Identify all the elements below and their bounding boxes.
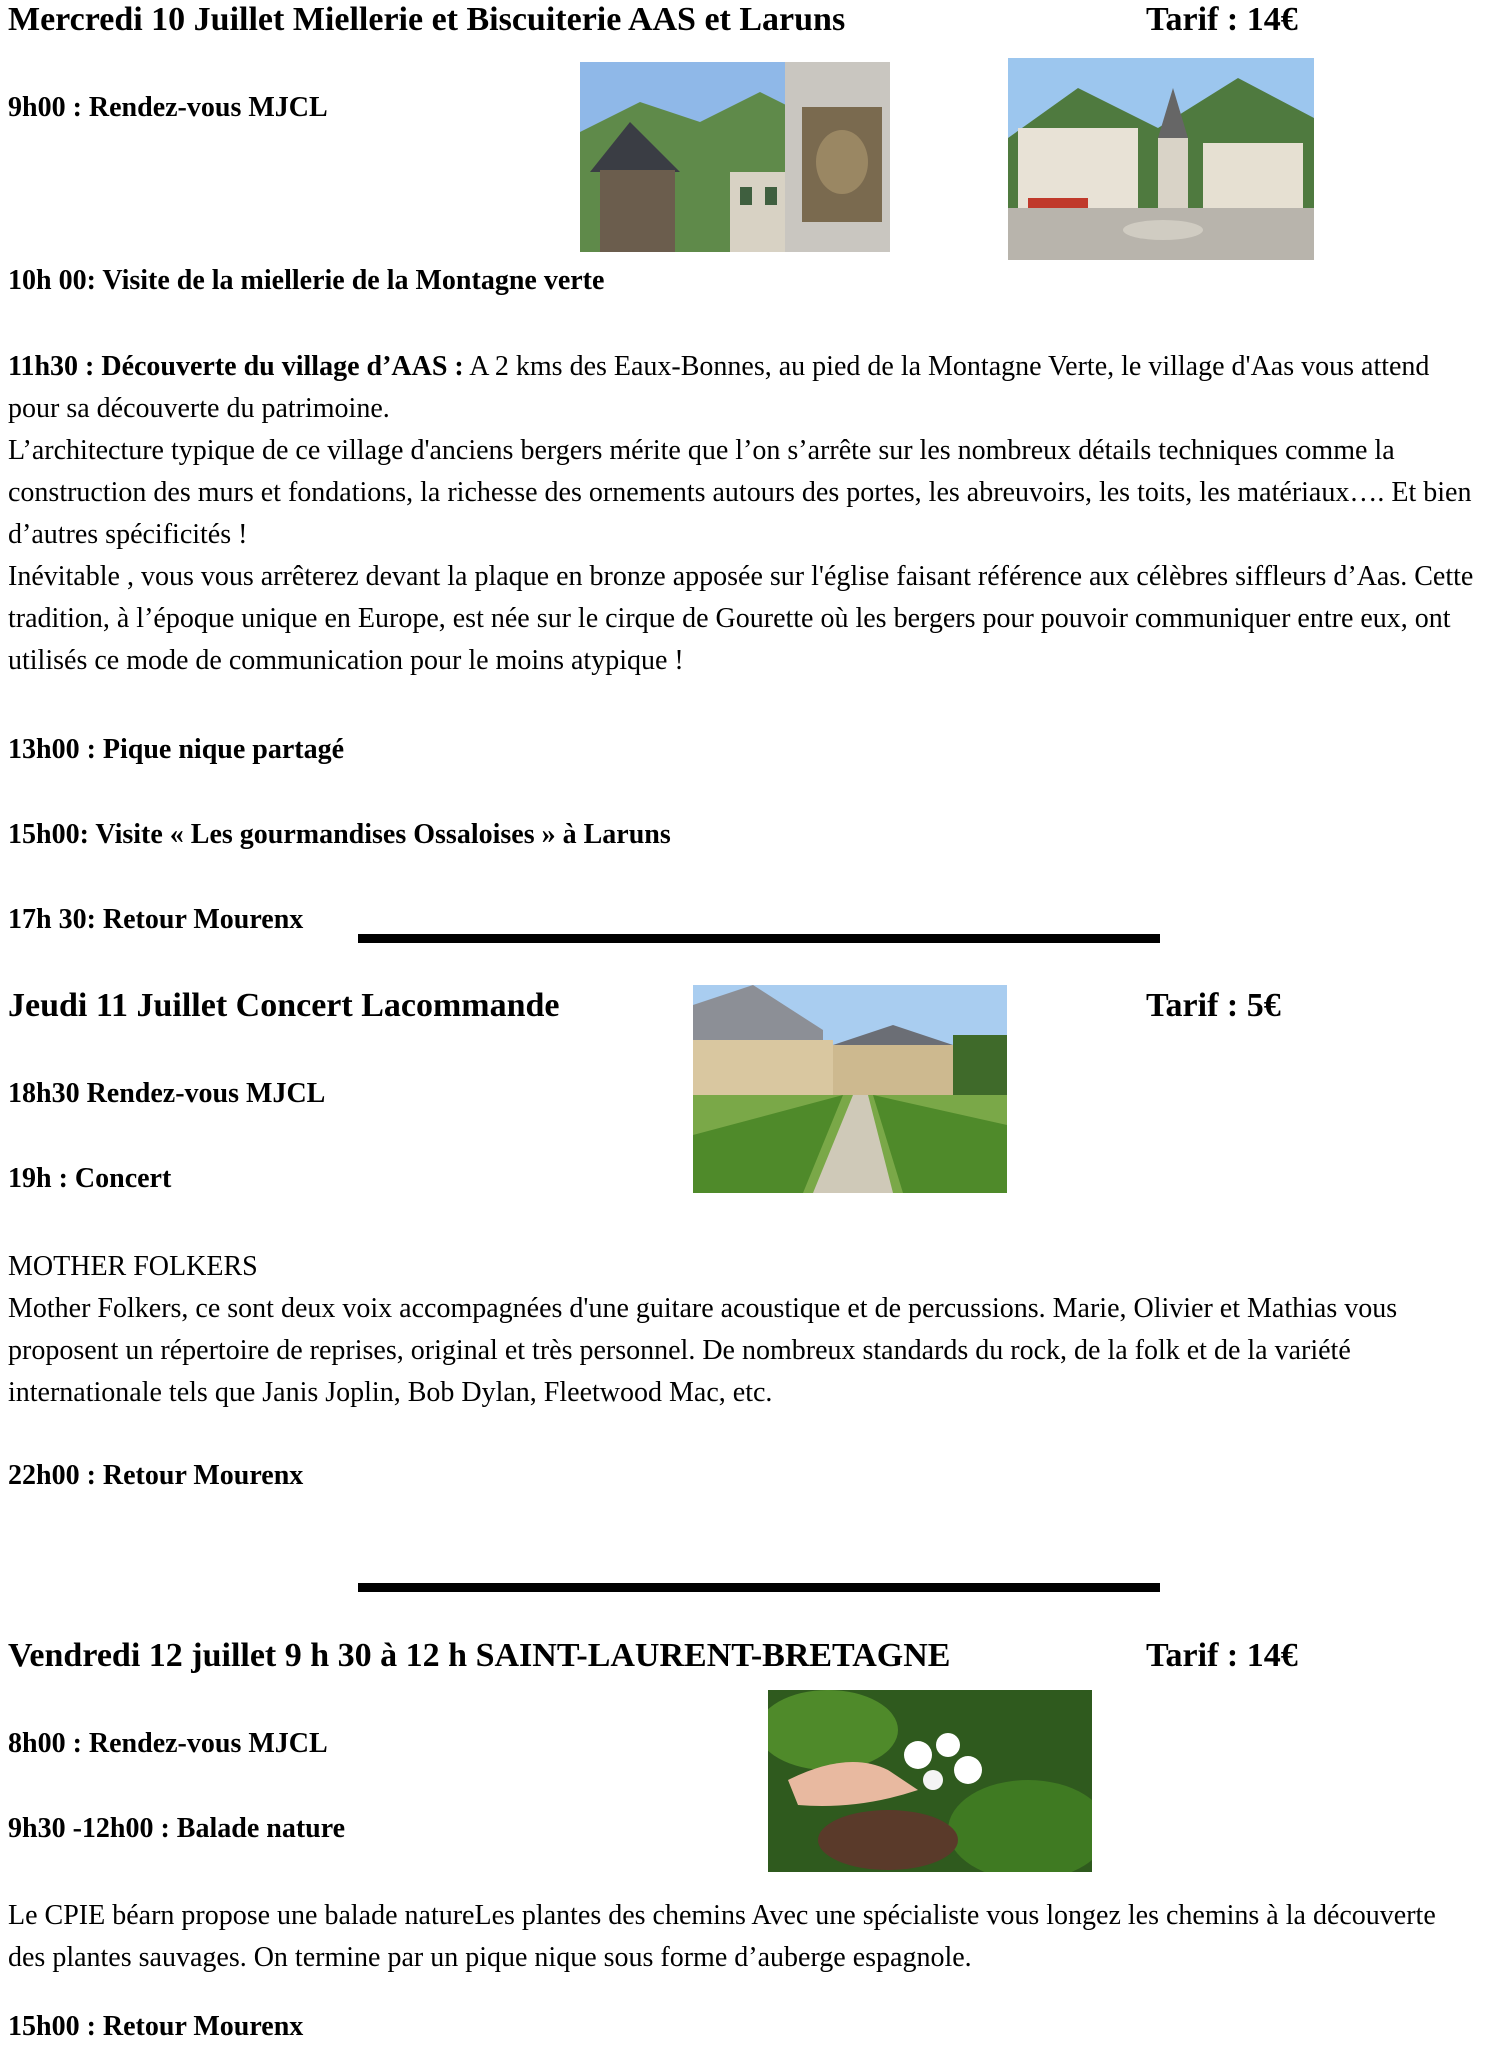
day2-title: Jeudi 11 Juillet Concert Lacommande — [8, 987, 560, 1024]
decouverte-text: A 2 kms des Eaux-Bonnes, au pied de la Montagne Verte, le village d'Aas vous attend pour sa découverte du patrimoine. — [8, 351, 1430, 424]
balade-text: Le CPIE béarn propose une balade natureLes plantes des chemins Avec une spécialiste vous longez les chemins à la découverte des plantes sauvages. On termine par un pique nique sous forme d’auberge espagnole. — [8, 1900, 1436, 1973]
day1-description — [8, 346, 1478, 682]
day3-balade: 9h30 -12h00 : Balade nature — [8, 1813, 346, 1844]
day3-description — [8, 1895, 1478, 1979]
laruns-square-photo — [1008, 58, 1314, 260]
day1-gourmandises: 15h00: Visite « Les gourmandises Ossaloises » à Laruns — [8, 819, 671, 850]
day2-tarif: Tarif : 5€ — [1146, 987, 1281, 1024]
day1-pique-nique: 13h00 : Pique nique partagé — [8, 734, 345, 765]
aas-village-photo — [580, 62, 890, 252]
day2-retour: 22h00 : Retour Mourenx — [8, 1460, 304, 1491]
day1-tarif: Tarif : 14€ — [1146, 1, 1298, 38]
section-divider — [358, 1583, 1160, 1592]
day2-concert: 19h : Concert — [8, 1163, 172, 1194]
day1-retour: 17h 30: Retour Mourenx — [8, 904, 304, 935]
inevitable-text: Inévitable , vous vous arrêterez devant la plaque en bronze apposée sur l'église faisant référence aux célèbres siffleurs d’Aas. Cette tradition, à l’époque unique en Europe, est née sur le cirque de Gourette où les bergers pour pouvoir communiquer entre eux, ont utilisés ce mode de communication pour le moins atypique ! — [8, 561, 1474, 676]
day2-rdv: 18h30 Rendez-vous MJCL — [8, 1078, 326, 1109]
section-divider — [358, 934, 1160, 943]
day1-visite: 10h 00: Visite de la miellerie de la Montagne verte — [8, 265, 605, 296]
day1-title: Mercredi 10 Juillet Miellerie et Biscuiterie AAS et Laruns — [8, 1, 846, 38]
decouverte-label: 11h30 : Découverte du village d’AAS : — [8, 351, 464, 382]
lacommande-garden-photo — [693, 985, 1007, 1193]
day3-retour: 15h00 : Retour Mourenx — [8, 2011, 304, 2042]
band-name: MOTHER FOLKERS — [8, 1251, 258, 1282]
day3-tarif: Tarif : 14€ — [1146, 1637, 1298, 1674]
band-text: Mother Folkers, ce sont deux voix accompagnées d'une guitare acoustique et de percussions. Marie, Olivier et Mathias vous proposent un répertoire de reprises, original et très personnel. De nombreux standards du rock, de la folk et de la variété internationale tels que Janis Joplin, Bob Dylan, Fleetwood Mac, etc. — [8, 1293, 1398, 1408]
day1-rdv: 9h00 : Rendez-vous MJCL — [8, 92, 328, 123]
day2-description — [8, 1246, 1478, 1414]
wild-flower-photo — [768, 1690, 1092, 1872]
architecture-text: L’architecture typique de ce village d'anciens bergers mérite que l’on s’arrête sur les nombreux détails techniques comme la construction des murs et fondations, la richesse des ornements autours des portes, les abreuvoirs, les toits, les matériaux…. Et bien d’autres spécificités ! — [8, 435, 1472, 550]
day3-title: Vendredi 12 juillet 9 h 30 à 12 h SAINT-LAURENT-BRETAGNE — [8, 1637, 951, 1674]
day3-rdv: 8h00 : Rendez-vous MJCL — [8, 1728, 328, 1759]
